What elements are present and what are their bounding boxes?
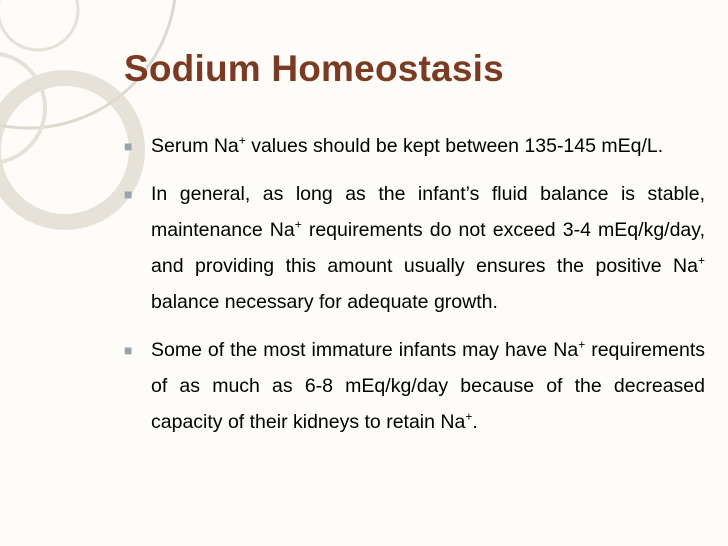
superscript-plus: + [294,217,302,232]
bullet-text: Serum Na [151,135,239,157]
bullet-text: . [472,411,478,433]
bullet-item [120,128,705,164]
bullet-text: balance necessary for adequate growth. [151,291,498,313]
bullet-item [120,176,705,320]
slide-title: Sodium Homeostasis [124,48,504,89]
ring-top [0,0,78,50]
bullet-item [120,332,705,440]
bullet-text: values should be kept between 135-145 mEq/L. [245,135,664,157]
square-bullet-icon: ■ [124,138,133,154]
square-bullet-icon: ■ [124,342,133,358]
bullet-text: In general, as long as the infant’s fluid balance is stable, maintenance Na [151,183,705,241]
square-bullet-icon: ■ [124,186,133,202]
bullet-text: requirements of as much as 6-8 mEq/kg/day because of the decreased capacity of their kidneys to retain Na [151,339,706,433]
bullet-text: requirements do not exceed 3-4 mEq/kg/day, and providing this amount usually ensures the positive Na [151,219,705,277]
superscript-plus: + [697,253,705,268]
superscript-plus: + [238,133,246,148]
ring-lower [0,78,137,222]
superscript-plus: + [465,409,473,424]
bullet-text: Some of the most immature infants may have Na [151,339,579,361]
bullet-list [120,128,705,452]
superscript-plus: + [578,337,586,352]
